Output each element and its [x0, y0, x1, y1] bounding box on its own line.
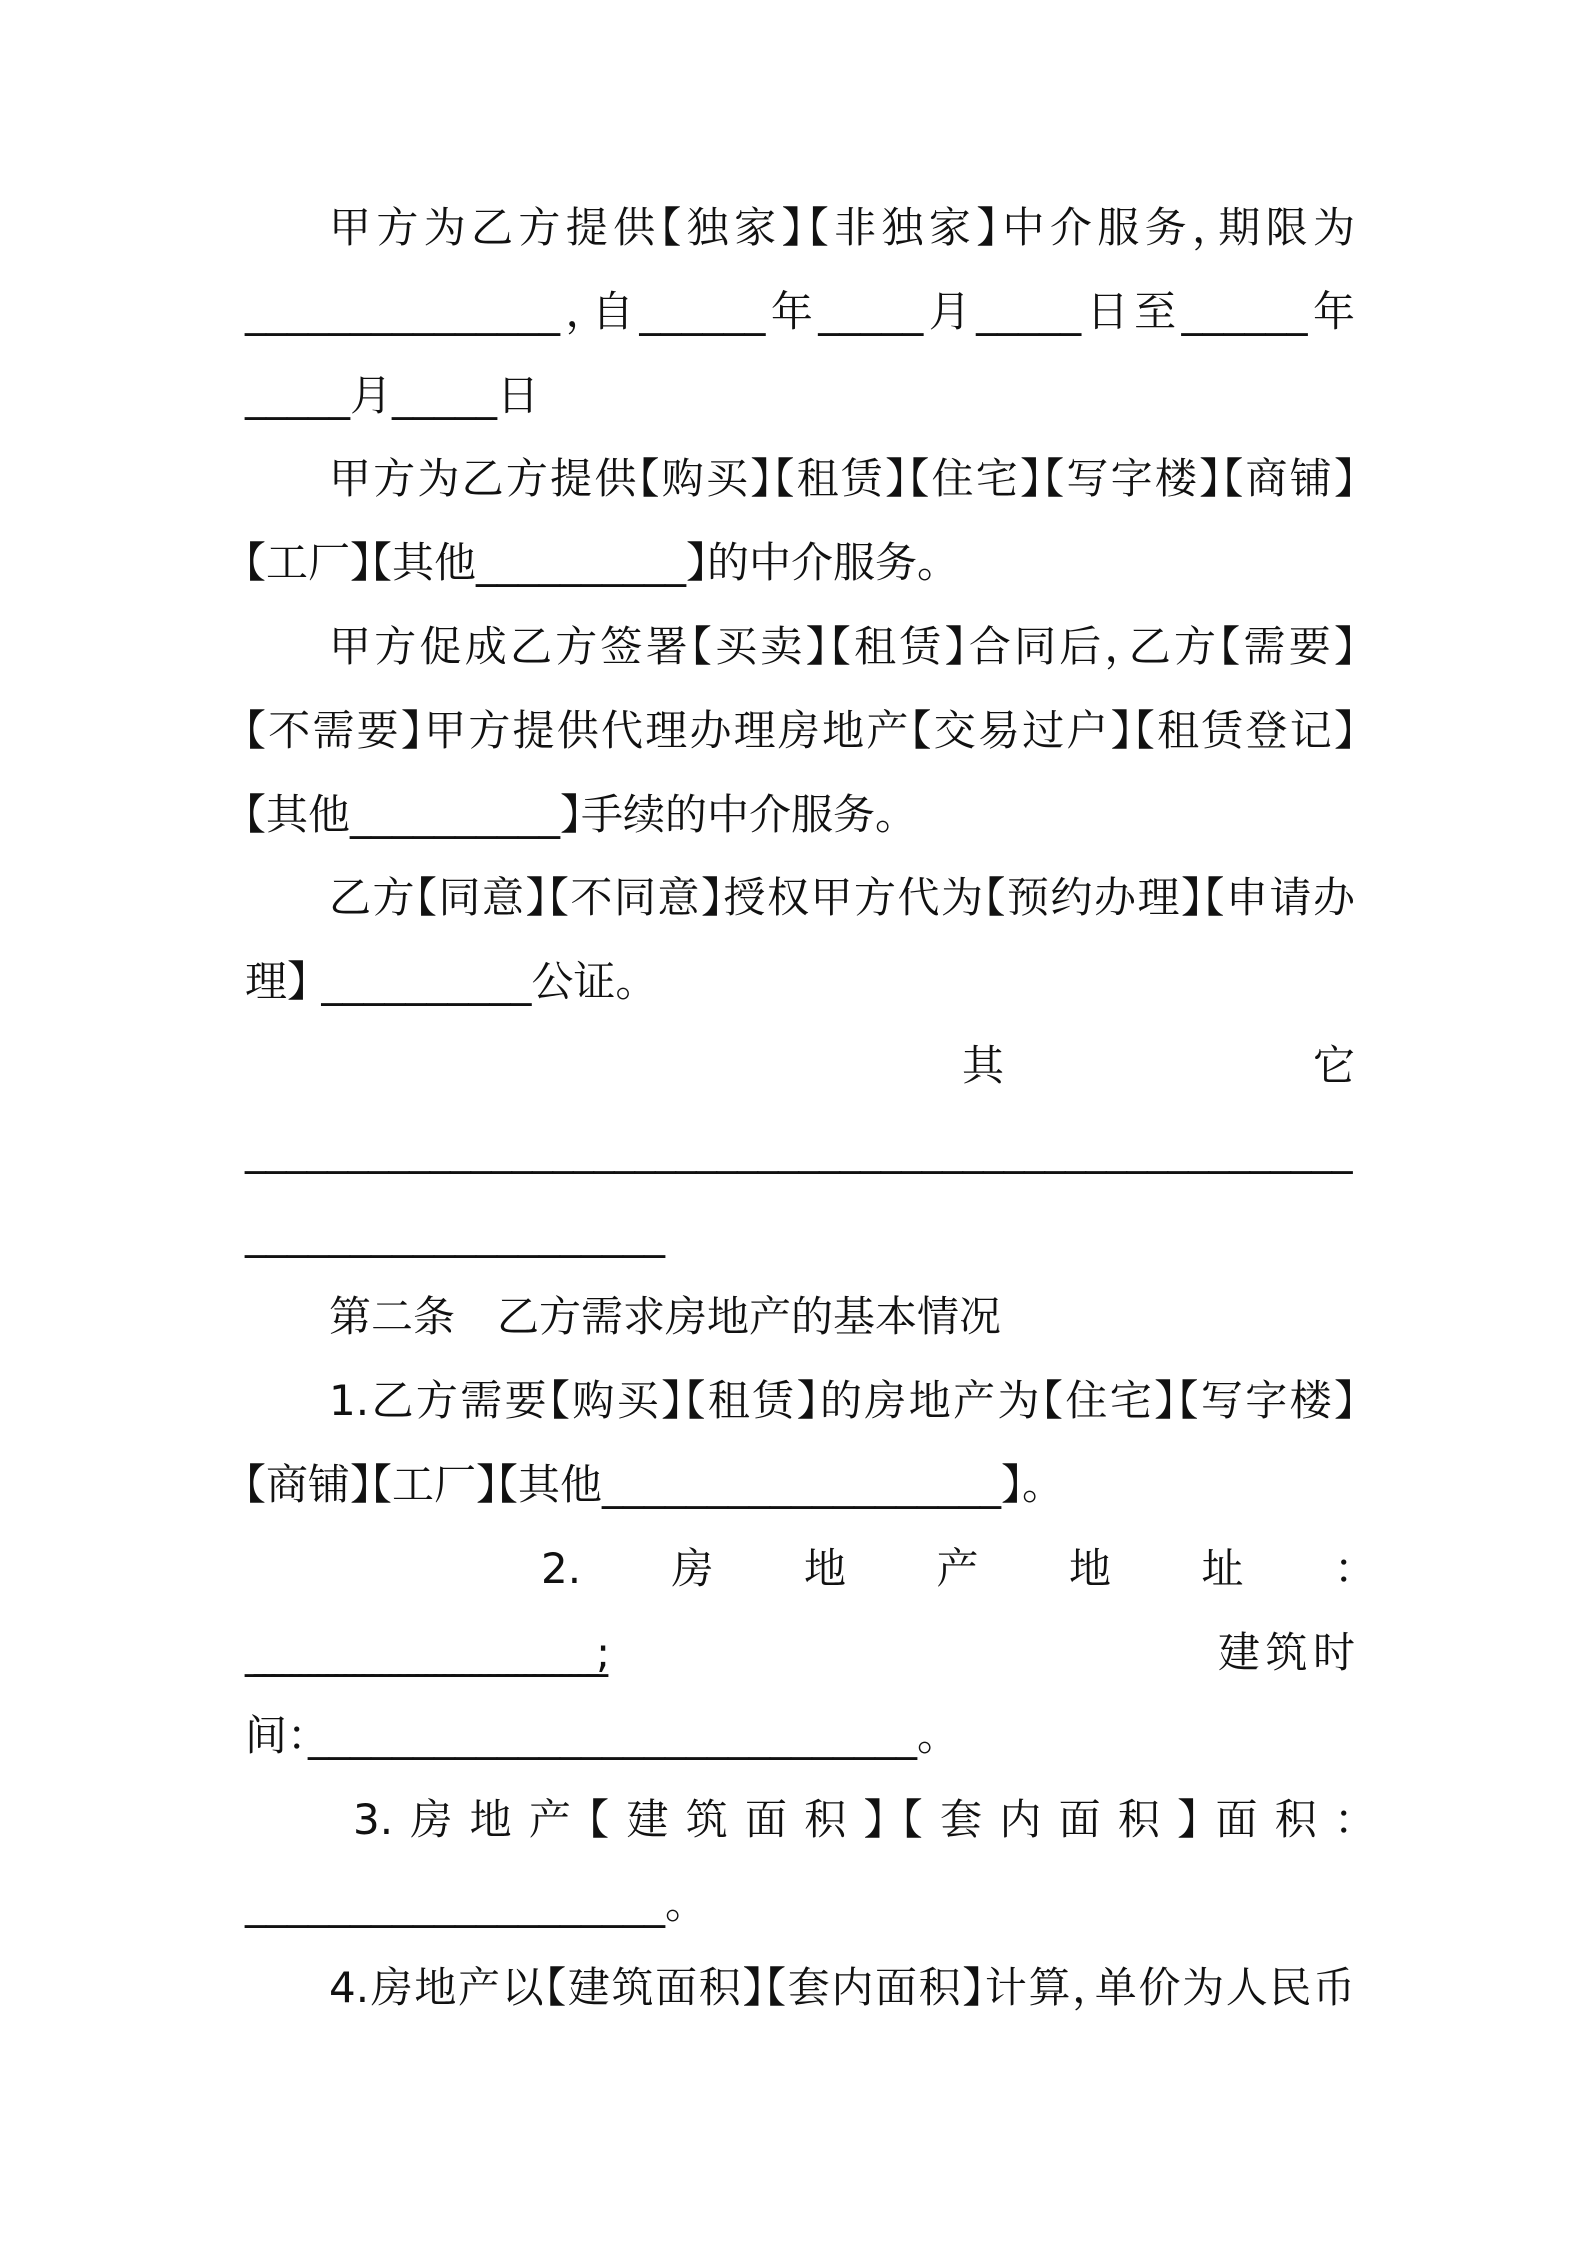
- property-type-continued-line: 【商铺】【工厂】【其他___________________】。: [245, 1459, 1044, 1509]
- service-term-line: 甲方为乙方提供【独家】【非独家】中介服务，期限为: [329, 203, 1355, 252]
- document-body: [245, 186, 1361, 2030]
- other-terms-label: 其它: [962, 1040, 1355, 1090]
- agency-procedure-line: 甲方促成乙方签署【买卖】【租赁】合同后，乙方【需要】: [329, 621, 1355, 671]
- agency-procedure-continued-line: 【不需要】甲方提供代理办理房地产【交易过户】【租赁登记】: [245, 705, 1355, 755]
- article-two-heading: 第二条 乙方需求房地产的基本情况: [329, 1292, 1002, 1342]
- service-period-line: _______________，自______年_____月_____日至______年: [245, 286, 1355, 336]
- build-time-blank-line: 间：_____________________________。: [245, 1711, 939, 1761]
- notary-authorization-line: 乙方【同意】【不同意】授权甲方代为【预约办理】【申请办: [329, 873, 1355, 923]
- other-terms-blank-end-line: ____________________: [245, 1208, 665, 1258]
- property-area-label: 3.房地产【建筑面积】【套内面积】面积：: [353, 1795, 1355, 1845]
- property-address-blank-line: [245, 1611, 1361, 1695]
- other-terms-blank-line: ______________________________________________________: [245, 1124, 1352, 1174]
- unit-price-line: 4.房地产以【建筑面积】【套内面积】计算，单价为人民币: [329, 1962, 1355, 2012]
- property-address-blank: _______________________________________;: [245, 1627, 599, 1677]
- service-period-end-line: _____月_____日: [245, 370, 540, 420]
- property-type-line: 1.乙方需要【购买】【租赁】的房地产为【住宅】【写字楼】: [329, 1376, 1355, 1426]
- service-type-line: 甲方为乙方提供【购买】【租赁】【住宅】【写字楼】【商铺】: [329, 454, 1355, 504]
- property-address-label: 2.房地产地址：: [541, 1543, 1355, 1593]
- agency-procedure-end-line: 【其他__________】手续的中介服务。: [245, 789, 897, 839]
- service-type-continued-line: 【工厂】【其他__________】的中介服务。: [245, 538, 939, 588]
- property-area-blank-line: ____________________。: [245, 1878, 687, 1928]
- notary-authorization-end-line: 理】 __________公证。: [245, 957, 637, 1007]
- build-time-label: 建筑时: [1217, 1627, 1361, 1677]
